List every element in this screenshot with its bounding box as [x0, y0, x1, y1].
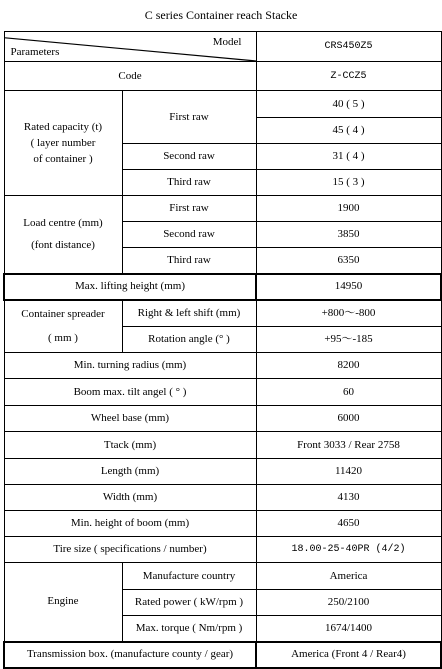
- rated-capacity-value-1: 40 ( 5 ): [256, 91, 441, 118]
- engine-power-label: Rated power ( kW/rpm ): [122, 590, 256, 616]
- header-row: [4, 32, 441, 62]
- engine-country-value: America: [256, 563, 441, 590]
- transmission-label: Transmission box. (manufacture county / gear): [4, 642, 256, 668]
- wheel-base-row: [4, 406, 441, 432]
- load-centre-third-raw: Third raw: [122, 248, 256, 274]
- max-lifting-height-row: [4, 274, 441, 300]
- engine-torque-value: 1674/1400: [256, 616, 441, 642]
- length-label: Length (mm): [4, 459, 256, 485]
- length-row: [4, 459, 441, 485]
- track-label: Ttack (mm): [4, 432, 256, 459]
- load-centre-value-3: 6350: [256, 248, 441, 274]
- width-label: Width (mm): [4, 485, 256, 511]
- min-height-boom-value: 4650: [256, 511, 441, 537]
- engine-torque-label: Max. torque ( Nm/rpm ): [122, 616, 256, 642]
- load-centre-first-raw: First raw: [122, 196, 256, 222]
- width-value: 4130: [256, 485, 441, 511]
- load-centre-second-raw: Second raw: [122, 222, 256, 248]
- container-spreader-label: [4, 300, 122, 353]
- container-spreader-label-line2: ( mm ): [48, 332, 78, 345]
- transmission-value: America (Front 4 / Rear4): [256, 642, 441, 668]
- header-diagonal-cell: [4, 32, 256, 62]
- rated-capacity-first-raw: First raw: [122, 91, 256, 144]
- boom-tilt-label: Boom max. tilt angel ( ° ): [4, 379, 256, 406]
- min-turning-radius-label: Min. turning radius (mm): [4, 353, 256, 379]
- boom-tilt-row: [4, 379, 441, 406]
- rated-capacity-label-line2: ( layer number: [30, 137, 96, 149]
- spreader-shift-label: Right & left shift (mm): [122, 300, 256, 327]
- engine-power-value: 250/2100: [256, 590, 441, 616]
- spreader-rotation-label: Rotation angle (° ): [122, 327, 256, 353]
- parameters-label: Parameters: [10, 46, 60, 58]
- rated-capacity-value-2: 45 ( 4 ): [256, 118, 441, 144]
- code-row: [4, 62, 441, 91]
- tire-size-row: [4, 537, 441, 563]
- rated-capacity-row-1: [4, 91, 441, 118]
- track-value: Front 3033 / Rear 2758: [256, 432, 441, 459]
- load-centre-label-line1: Load centre (mm): [23, 217, 103, 230]
- spreader-shift-value: +800～-800: [256, 300, 441, 327]
- rated-capacity-label-line3: of container ): [33, 153, 93, 165]
- min-height-boom-row: [4, 511, 441, 537]
- model-value: CRS450Z5: [256, 32, 441, 62]
- rated-capacity-third-raw: Third raw: [122, 170, 256, 196]
- spreader-rotation-value: +95～-185: [256, 327, 441, 353]
- tire-size-label: Tire size ( specifications / number): [4, 537, 256, 563]
- max-lifting-height-label: Max. lifting height (mm): [4, 274, 256, 300]
- container-spreader-row-1: [4, 300, 441, 327]
- model-label: Model: [212, 36, 242, 48]
- engine-country-label: Manufacture country: [122, 563, 256, 590]
- rated-capacity-label-line1: Rated capacity (t): [23, 121, 103, 133]
- min-height-boom-label: Min. height of boom (mm): [4, 511, 256, 537]
- wheel-base-value: 6000: [256, 406, 441, 432]
- min-turning-radius-value: 8200: [256, 353, 441, 379]
- length-value: 11420: [256, 459, 441, 485]
- engine-label: Engine: [4, 563, 122, 642]
- rated-capacity-label: [4, 91, 122, 196]
- boom-tilt-value: 60: [256, 379, 441, 406]
- rated-capacity-value-3: 31 ( 4 ): [256, 144, 441, 170]
- load-centre-label-line2: (font distance): [31, 239, 95, 252]
- code-value: Z-CCZ5: [256, 62, 441, 91]
- load-centre-label: [4, 196, 122, 274]
- spec-table: [3, 31, 442, 669]
- document-title: C series Container reach Stacke: [144, 8, 298, 22]
- load-centre-value-1: 1900: [256, 196, 441, 222]
- track-row: [4, 432, 441, 459]
- code-label: Code: [4, 62, 256, 91]
- rated-capacity-second-raw: Second raw: [122, 144, 256, 170]
- tire-size-value: 18.00-25-40PR (4/2): [256, 537, 441, 563]
- wheel-base-label: Wheel base (mm): [4, 406, 256, 432]
- load-centre-value-2: 3850: [256, 222, 441, 248]
- width-row: [4, 485, 441, 511]
- min-turning-radius-row: [4, 353, 441, 379]
- max-lifting-height-value: 14950: [256, 274, 441, 300]
- engine-row-1: [4, 563, 441, 590]
- rated-capacity-value-4: 15 ( 3 ): [256, 170, 441, 196]
- load-centre-row-1: [4, 196, 441, 222]
- transmission-row: [4, 642, 441, 668]
- container-spreader-label-line1: Container spreader: [21, 308, 105, 321]
